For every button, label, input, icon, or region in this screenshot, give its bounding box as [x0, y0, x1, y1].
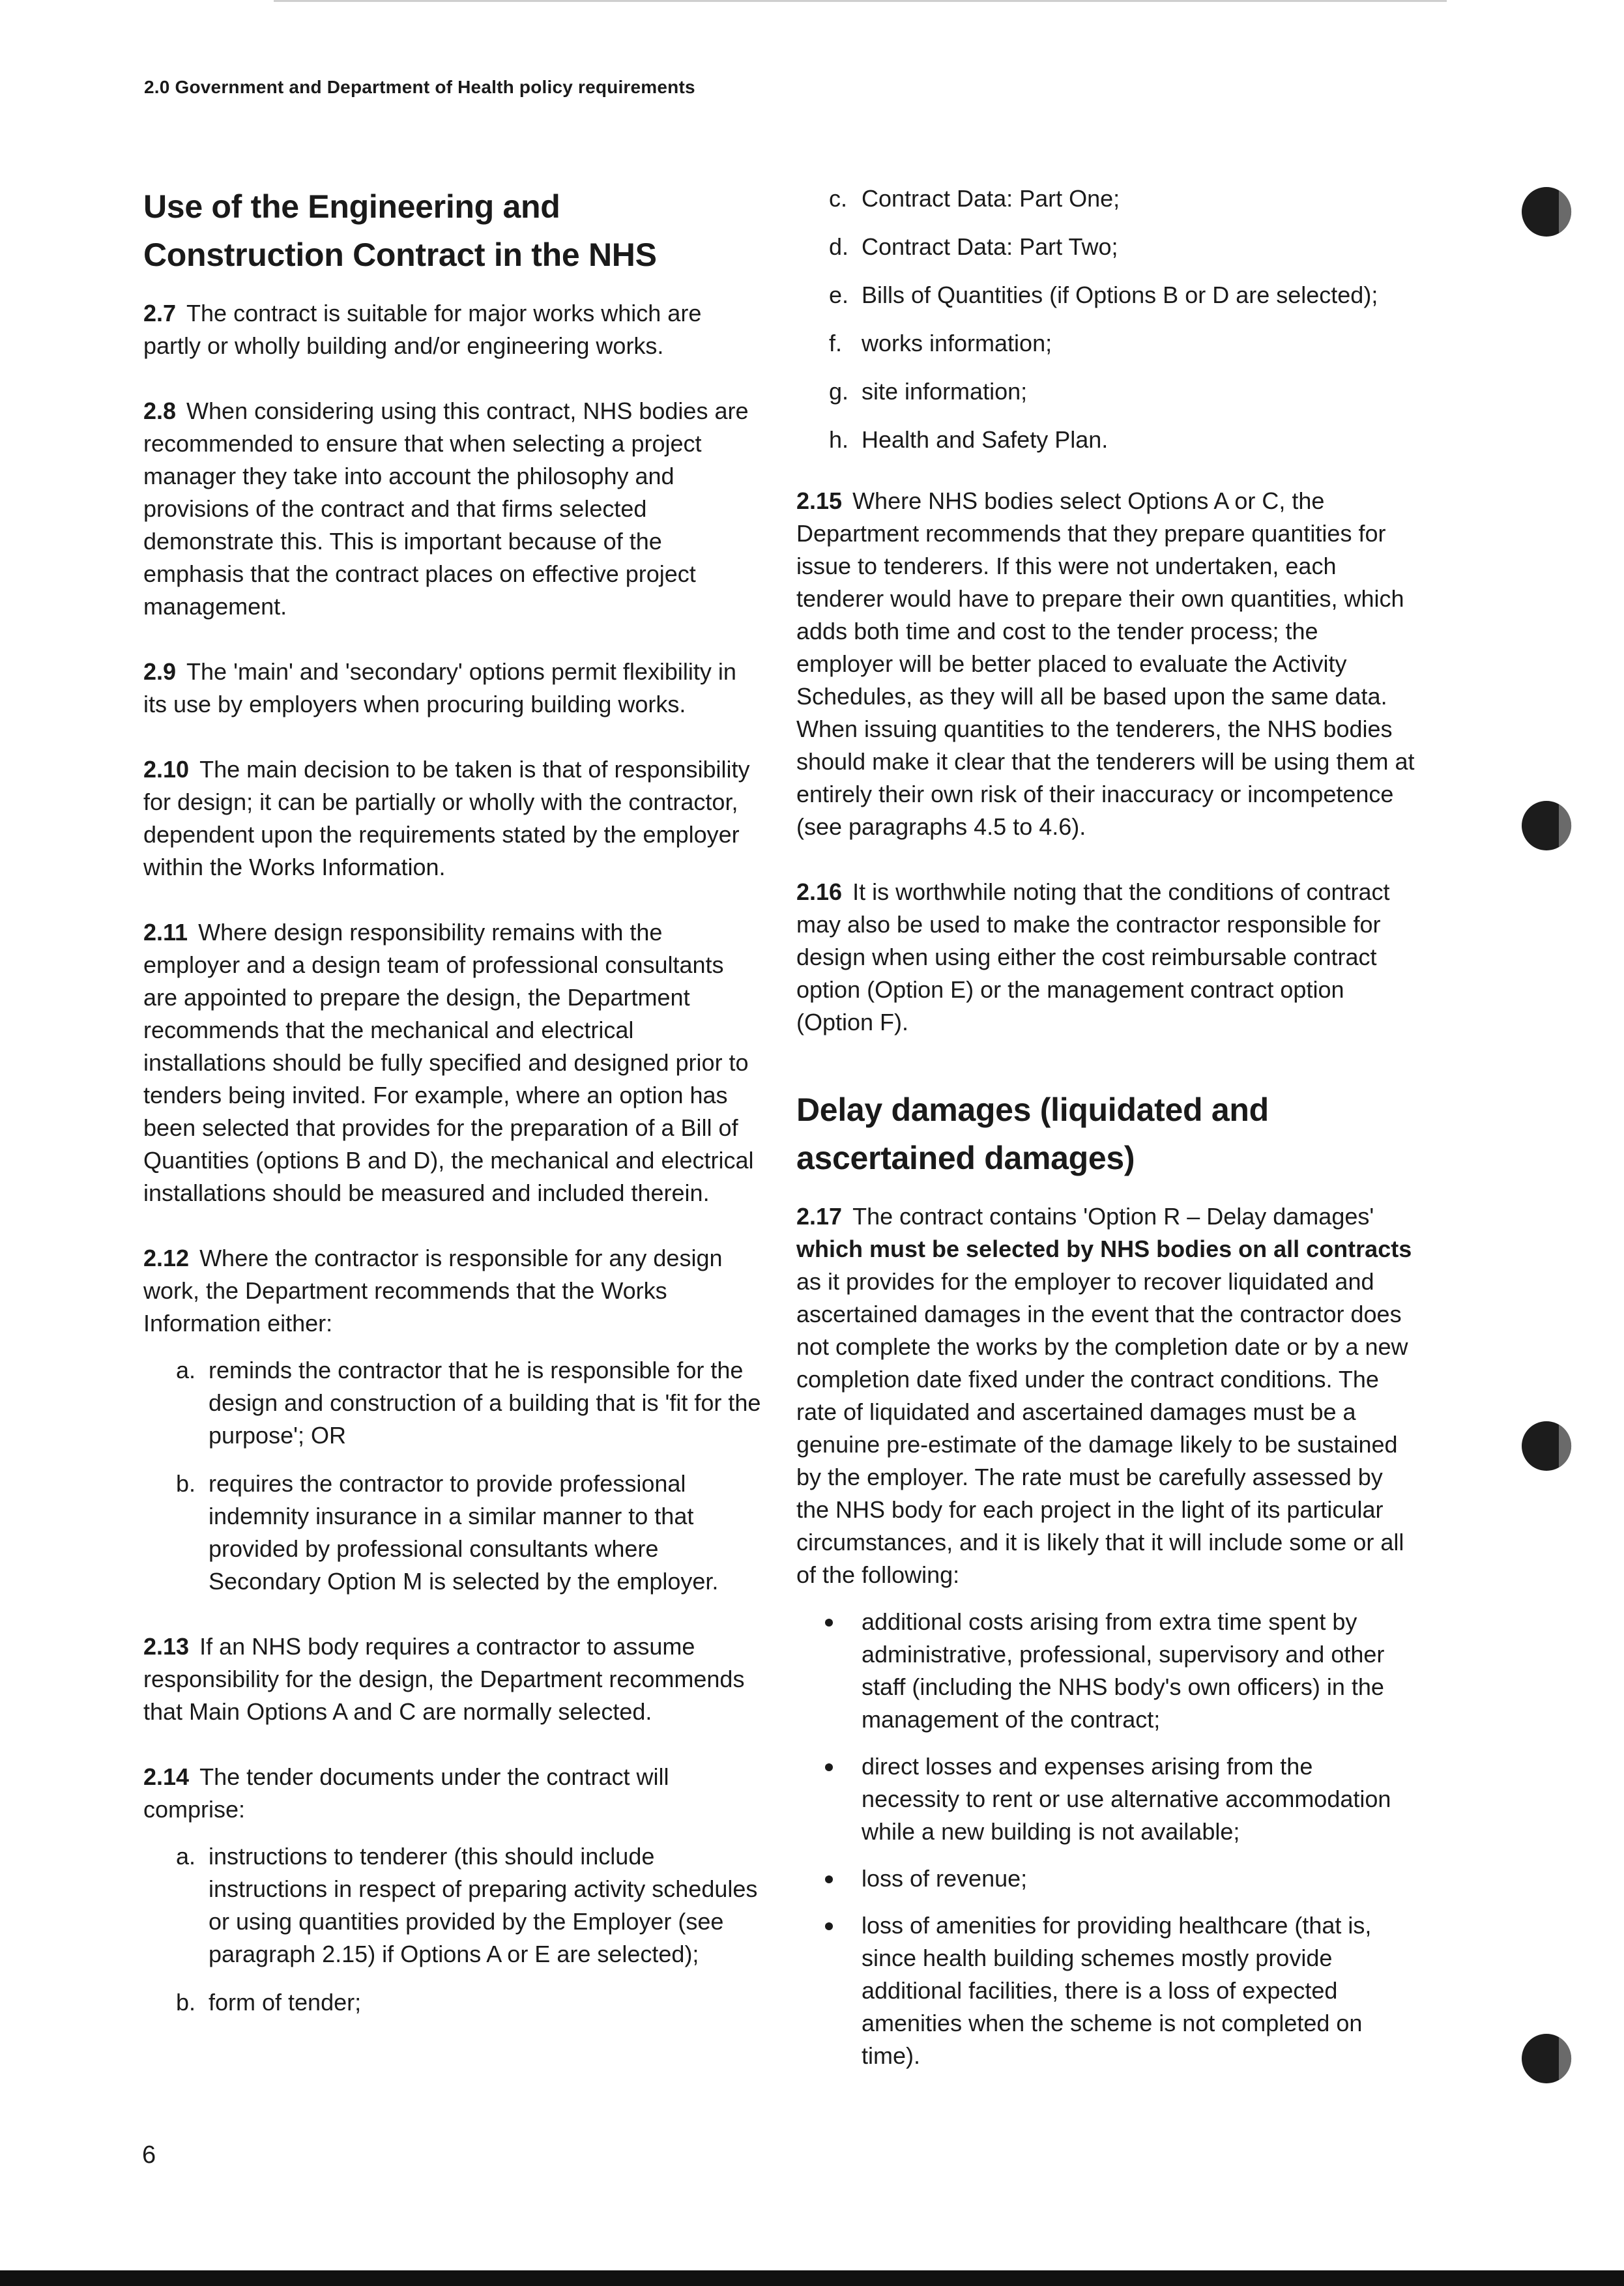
paragraph-text: The main decision to be taken is that of responsibility for design; it can be partially or wholly with the contractor, dependent upon the requirements stated by the employer within the Works Information. — [143, 756, 750, 880]
section-heading-delay-damages: Delay damages (liquidated and ascertained damages) — [796, 1092, 1269, 1176]
list-marker: a. — [176, 1843, 196, 1870]
paragraph-text: The tender documents under the contract will comprise: — [143, 1763, 669, 1823]
bullet-text: direct losses and expenses arising from the necessity to rent or use alternative accommodation while a new building is not available; — [862, 1753, 1391, 1845]
list-item-text: reminds the contractor that he is responsible for the design and construction of a building that is 'fit for the purpose'; OR — [209, 1357, 761, 1449]
bullet-item — [862, 1606, 1415, 1736]
bullet-item — [862, 1862, 1415, 1895]
list-item-text: Contract Data: Part One; — [862, 185, 1120, 212]
list-marker: e. — [829, 282, 849, 308]
bullet-icon — [825, 1922, 833, 1930]
paragraph-2-13 — [143, 1630, 762, 1728]
left-column — [143, 182, 762, 2051]
paragraph-number: 2.11 — [143, 919, 188, 946]
paragraph-2-9 — [143, 656, 762, 721]
list-2-14-continued — [796, 182, 1415, 456]
list-item — [829, 279, 1415, 311]
list-item-text: Bills of Quantities (if Options B or D are selected); — [862, 282, 1378, 308]
list-item — [829, 375, 1415, 408]
paragraph-text: If an NHS body requires a contractor to assume responsibility for the design, the Department recommends that Main Options A and C are normally selected. — [143, 1633, 745, 1725]
paragraph-number: 2.15 — [796, 487, 843, 514]
paragraph-number: 2.17 — [796, 1203, 843, 1230]
list-marker: a. — [176, 1357, 196, 1383]
list-item-text: Contract Data: Part Two; — [862, 233, 1118, 260]
punch-hole-icon — [1521, 1421, 1572, 1471]
top-rule — [274, 0, 1447, 2]
paragraph-2-8 — [143, 395, 762, 623]
punch-hole-icon — [1521, 186, 1572, 237]
paragraph-2-10 — [143, 753, 762, 884]
paragraph-text: as it provides for the employer to recover liquidated and ascertained damages in the event that the contractor does not complete the works by the completion date or by a new completion date fixed under the contract conditions. The rate of liquidated and ascertained damages must be a genuine pre-estimate of the damage likely to be sustained by the employer. The rate must be carefully assessed by the NHS body for each project in the light of its particular circumstances, and it is likely that it will include some or all of the following: — [796, 1268, 1408, 1588]
list-marker: h. — [829, 426, 849, 453]
paragraph-text: The contract contains 'Option R – Delay damages' — [852, 1203, 1374, 1230]
paragraph-number: 2.7 — [143, 300, 177, 326]
paragraph-text: Where the contractor is responsible for any design work, the Department recommends that the Works Information either: — [143, 1245, 723, 1337]
bullet-text: additional costs arising from extra time spent by administrative, professional, supervisory and other staff (including the NHS body's own officers) in the management of the contract; — [862, 1608, 1385, 1733]
paragraph-text: When considering using this contract, NHS bodies are recommended to ensure that when selecting a project manager they take into account the philosophy and provisions of the contract and that firms selected demonstrate this. This is important because of the emphasis that the contract places on effective project management. — [143, 398, 749, 620]
paragraph-text: The 'main' and 'secondary' options permit flexibility in its use by employers when procuring building works. — [143, 658, 736, 717]
bullet-text: loss of revenue; — [862, 1865, 1028, 1892]
bullet-list-2-17 — [796, 1606, 1415, 2072]
list-item — [176, 1840, 762, 1971]
list-marker: b. — [176, 1470, 196, 1497]
paragraph-2-16 — [796, 876, 1415, 1039]
paragraph-number: 2.12 — [143, 1245, 190, 1271]
list-item-text: site information; — [862, 378, 1028, 405]
running-header: 2.0 Government and Department of Health policy requirements — [144, 77, 695, 97]
list-item — [176, 1986, 762, 2019]
paragraph-text: Where NHS bodies select Options A or C, the Department recommends that they prepare quantities for issue to tenderers. If this were not undertaken, each tenderer would have to prepare their own quantities, which adds both time and cost to the tender process; the employer will be better placed to evaluate the Activity Schedules, as they will all be based upon the same data. When issuing quantities to the tenderers, the NHS bodies should make it clear that the tenderers will be using them at entirely their own risk of their inaccuracy or incompetence (see paragraphs 4.5 to 4.6). — [796, 487, 1415, 840]
list-item — [829, 231, 1415, 263]
bullet-icon — [825, 1875, 833, 1883]
punch-hole-icon — [1521, 2033, 1572, 2084]
paragraph-text: It is worthwhile noting that the conditions of contract may also be used to make the contractor responsible for design when using either the cost reimbursable contract option (Option E) or the management contract option (Option F). — [796, 878, 1390, 1035]
list-marker: b. — [176, 1989, 196, 2016]
paragraph-text: The contract is suitable for major works which are partly or wholly building and/or engineering works. — [143, 300, 702, 359]
list-item — [176, 1354, 762, 1452]
list-item-text: works information; — [862, 330, 1052, 356]
right-column — [796, 182, 1415, 2087]
bullet-text: loss of amenities for providing healthcare (that is, since health building schemes mostly provide additional facilities, there is a loss of expected amenities when the scheme is not completed on time). — [862, 1912, 1372, 2069]
paragraph-number: 2.16 — [796, 878, 843, 905]
list-item-text: Health and Safety Plan. — [862, 426, 1109, 453]
paragraph-2-12 — [143, 1242, 762, 1340]
list-item — [176, 1468, 762, 1598]
list-marker: d. — [829, 233, 849, 260]
paragraph-text: Where design responsibility remains with the employer and a design team of professional consultants are appointed to prepare the design, the Department recommends that the mechanical and electrical installations should be fully specified and designed prior to tenders being invited. For example, where an option has been selected that provides for the preparation of a Bill of Quantities (options B and D), the mechanical and electrical installations should be measured and included therein. — [143, 919, 754, 1206]
paragraph-number: 2.14 — [143, 1763, 190, 1790]
bullet-icon — [825, 1619, 833, 1627]
list-item-text: requires the contractor to provide professional indemnity insurance in a similar manner to that provided by professional consultants where Secondary Option M is selected by the employer. — [209, 1470, 719, 1595]
paragraph-2-7 — [143, 297, 762, 362]
paragraph-2-17 — [796, 1200, 1415, 1591]
list-marker: f. — [829, 330, 843, 356]
paragraph-number: 2.8 — [143, 398, 177, 424]
section-heading-ecc: Use of the Engineering and Construction Contract in the NHS — [143, 188, 657, 273]
list-item — [829, 424, 1415, 456]
list-2-12 — [143, 1354, 762, 1598]
bottom-rule — [0, 2270, 1624, 2286]
paragraph-2-11 — [143, 916, 762, 1209]
paragraph-2-15 — [796, 485, 1415, 843]
bullet-item — [862, 1909, 1415, 2072]
list-item-text: form of tender; — [209, 1989, 362, 2016]
list-item — [829, 327, 1415, 360]
bullet-icon — [825, 1763, 833, 1771]
page-number: 6 — [142, 2141, 156, 2169]
paragraph-2-14 — [143, 1761, 762, 1826]
list-2-14 — [143, 1840, 762, 2019]
list-item — [829, 182, 1415, 215]
paragraph-number: 2.9 — [143, 658, 177, 685]
list-item-text: instructions to tenderer (this should include instructions in respect of preparing activity schedules or using quantities provided by the Employer (see paragraph 2.15) if Options A or E are selected); — [209, 1843, 758, 1967]
punch-hole-icon — [1521, 800, 1572, 851]
paragraph-emphasis: which must be selected by NHS bodies on all contracts — [796, 1236, 1412, 1262]
paragraph-number: 2.10 — [143, 756, 190, 783]
paragraph-number: 2.13 — [143, 1633, 190, 1660]
bullet-item — [862, 1750, 1415, 1848]
list-marker: c. — [829, 185, 848, 212]
list-marker: g. — [829, 378, 849, 405]
